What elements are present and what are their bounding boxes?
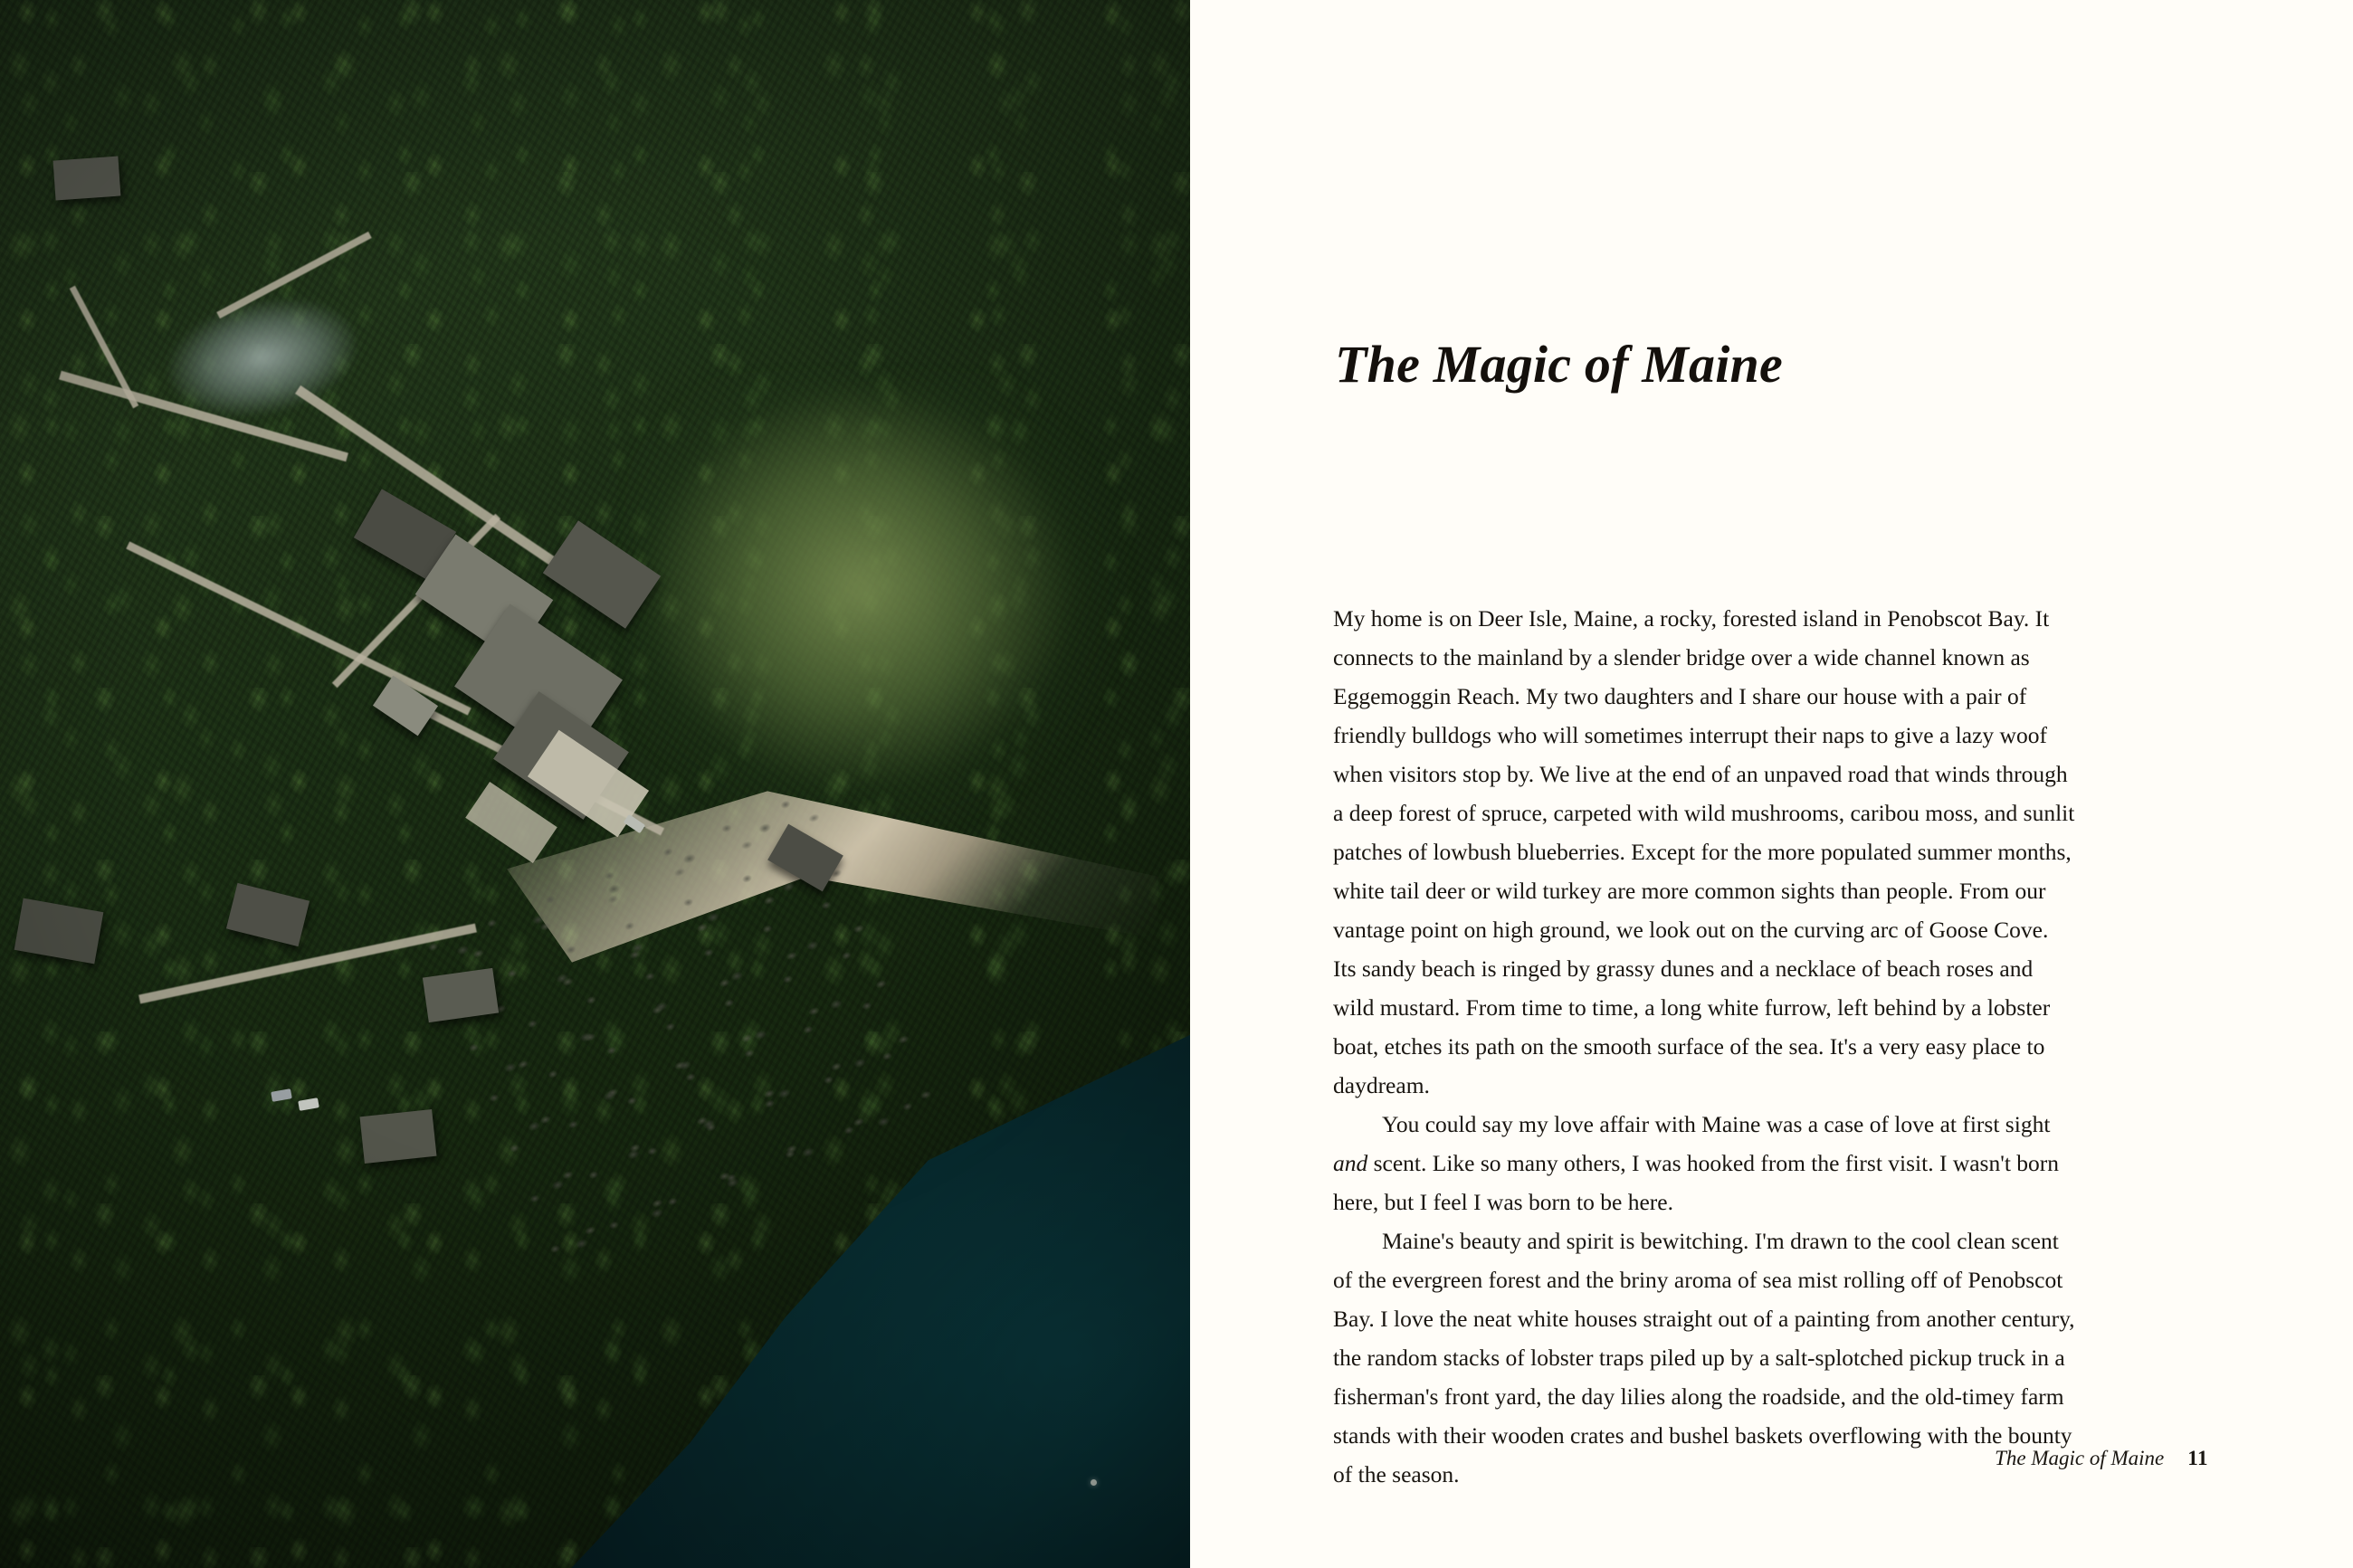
page-number: 11	[2187, 1447, 2208, 1469]
running-title: The Magic of Maine	[1995, 1447, 2165, 1469]
page-footer	[1995, 1447, 2208, 1470]
paragraph-2	[1333, 1105, 2075, 1221]
paragraph-2-after-italic: scent. Like so many others, I was hooked from the first visit. I wasn't born here, but I feel I was born to be here.	[1333, 1150, 2060, 1215]
paragraph-2-before-italic: You could say my love affair with Maine was a case of love at first sight	[1382, 1111, 2051, 1137]
building-small	[360, 1109, 437, 1164]
paragraph-3: Maine's beauty and spirit is bewitching. I'm drawn to the cool clean scent of the evergreen forest and the briny aroma of sea mist rolling off of Penobscot Bay. I love the neat white houses straight out of a painting from another century, the random stacks of lobster traps piled up by a salt-splotched pickup truck in a fisherman's front yard, the day lilies along the roadside, and the old-timey farm stands with their wooden crates and bushel baskets overflowing with the bounty of the season.	[1333, 1228, 2075, 1487]
body-text-column	[1333, 599, 2075, 1494]
chapter-title: The Magic of Maine	[1335, 334, 1783, 394]
building-small	[53, 157, 121, 201]
paragraph-1: My home is on Deer Isle, Maine, a rocky, forested island in Penobscot Bay. It connects to the mainland by a slender bridge over a wide channel known as Eggemoggin Reach. My two daughters and I share our house with a pair of friendly bulldogs who will sometimes interrupt their naps to give a lazy woof when visitors stop by. We live at the end of an unpaved road that winds through a deep forest of spruce, carpeted with wild mushrooms, caribou moss, and sunlit patches of lowbush blueberries. Except for the more populated summer months, white tail deer or wild turkey are more common sights than people. From our vantage point on high ground, we look out on the curving arc of Goose Cove. Its sandy beach is ringed by grassy dunes and a necklace of beach roses and wild mustard. From time to time, a long white furrow, left behind by a lobster boat, etches its path on the smooth surface of the sea. It's a very easy place to daydream.	[1333, 605, 2075, 1098]
boat-icon	[1091, 1479, 1097, 1486]
meadow-clearing	[634, 380, 1140, 851]
text-page	[1190, 0, 2353, 1568]
paragraph-2-italic-word: and	[1333, 1150, 1368, 1176]
